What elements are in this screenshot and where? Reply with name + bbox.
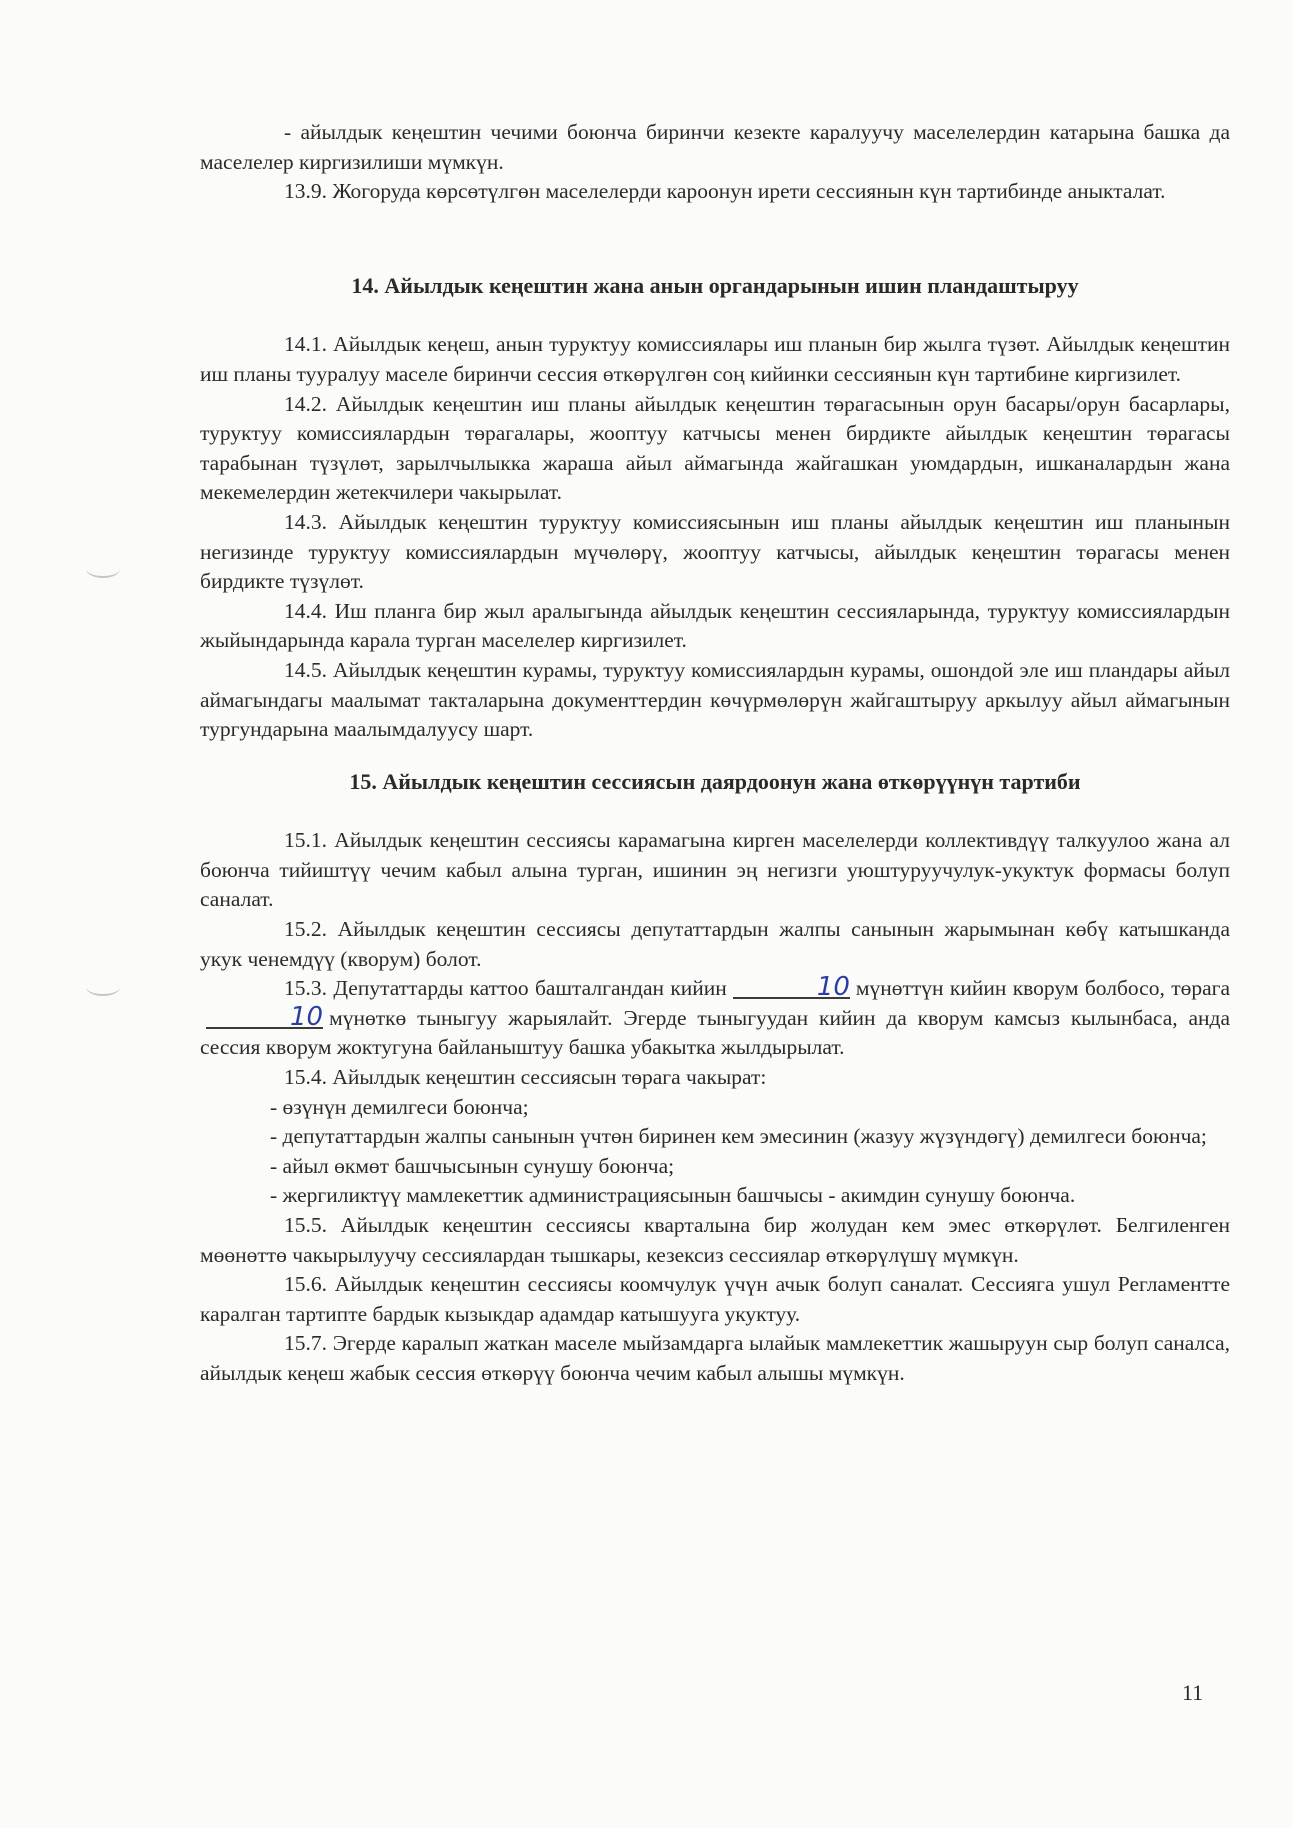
paragraph: 14.1. Айылдык кеңеш, анын туруктуу комиссиялары иш планын бир жылга түзөт. Айылдык кеңештин иш планы тууралуу маселе биринчи сессия өткөрүлгөн соң кийинки сессиянын күн тартибине киргизилет. <box>200 332 1230 386</box>
text-run: мүнөттүн кийин кворум болбосо, төрага <box>855 976 1230 1001</box>
paragraph-quorum <box>200 974 1230 1063</box>
paragraph: 13.9. Жогоруда көрсөтүлгөн маселелерди кароонун ирети сессиянын күн тартибинде аныкталат. <box>284 179 1166 204</box>
section-15-heading: 15. Айылдык кеңештин сессиясын даярдоонун жана өткөрүүнүн тартиби <box>349 768 1081 794</box>
handwritten-minutes-1: 10 <box>733 977 850 999</box>
list-item: - өзүнүн демилгеси боюнча; <box>270 1094 529 1119</box>
paragraph: 14.5. Айылдык кеңештин курамы, туруктуу комиссиялардын курамы, ошондой эле иш пландары айыл аймагындагы маалымат такталарына документтердин көчүрмөлөрүн жайгаштыруу аркылуу айыл аймагынын тургундарына маалымдалуусу шарт. <box>200 657 1230 742</box>
list-item: - жергиликтүү мамлекеттик администрациясынын башчысы - акимдин сунушу боюнча. <box>270 1183 1076 1208</box>
paragraph: 15.1. Айылдык кеңештин сессиясы карамагына кирген маселелерди коллективдүү талкуулоо жана ал боюнча тийиштүү чечим кабыл алына турган, ишинин эң негизги уюштуруучулук-укуктук формасы болуп саналат. <box>200 828 1230 912</box>
paragraph: 15.7. Эгерде каралып жаткан маселе мыйзамдарга ылайык мамлекеттик жашыруун сыр болуп саналса, айылдык кеңеш жабык сессия өткөрүү боюнча чечим кабыл алышы мүмкүн. <box>200 1331 1230 1385</box>
text-run: 15.3. Депутаттарды каттоо башталгандан кийин <box>284 976 727 1001</box>
paragraph: 15.2. Айылдык кеңештин сессиясы депутаттардын жалпы санынын жарымынан көбү катышканда укук ченемдүү (кворум) болот. <box>200 917 1230 971</box>
paragraph: 14.2. Айылдык кеңештин иш планы айылдык кеңештин төрагасынын орун басары/орун басарлары, туруктуу комиссиялардын төрагалары, жооптуу катчысы менен бирдикте айылдык кеңештин төрагасы тарабынан түзүлөт, зарылчылыкка жараша айыл аймагында жайгашкан уюмдардын, ишканалардын жана мекемелердин жетекчилери чакырылат. <box>200 391 1230 505</box>
list-item: - айыл өкмөт башчысынын сунушу боюнча; <box>270 1153 675 1178</box>
paragraph: 14.3. Айылдык кеңештин туруктуу комиссиясынын иш планы айылдык кеңештин иш планынын негизинде туруктуу комиссиялардын мүчөлөрү, жооптуу катчысы, айылдык кеңештин төрагасы менен бирдикте түзүлөт. <box>200 509 1230 594</box>
text-run: мүнөткө тыныгуу жарыялайт. Эгерде тыныгуудан кийин да кворум камсыз кылынбаса, анда сессия кворум жоктугуна байланыштуу башка убакытка жылдырылат. <box>200 1005 1230 1060</box>
paragraph: 15.5. Айылдык кеңештин сессиясы кварталына бир жолудан кем эмес өткөрүлөт. Белгиленген мөөнөттө чакырылуучу сессиялардан тышкары, кезексиз сессиялар өткөрүлүшү мүмкүн. <box>200 1213 1230 1267</box>
paragraph: 14.4. Иш планга бир жыл аралыгында айылдык кеңештин сессияларында, туруктуу комиссиялардын жыйындарында карала турган маселелер киргизилет. <box>200 598 1230 653</box>
handwritten-minutes-2: 10 <box>206 1007 323 1029</box>
paragraph: 15.6. Айылдык кеңештин сессиясы коомчулук үчүн ачык болуп саналат. Сессияга ушул Регламентте каралган тартипте бардык кызыкдар адамдар катышууга укуктуу. <box>200 1272 1230 1326</box>
scan-hole-mark <box>86 978 120 996</box>
section-14-heading: 14. Айылдык кеңештин жана анын органдарынын ишин пландаштыруу <box>351 272 1079 298</box>
document-body <box>200 118 1230 1389</box>
list-item: - депутаттардын жалпы санынын үчтөн биринен кем эмесинин (жазуу жүзүндөгү) демилгеси боюнча; <box>270 1124 1207 1149</box>
page-number: 11 <box>1182 1680 1204 1705</box>
paragraph: 15.4. Айылдык кеңештин сессиясын төрага чакырат: <box>284 1065 767 1090</box>
paragraph: - айылдык кеңештин чечими боюнча биринчи кезекте каралуучу маселелердин катарына башка да маселелер киргизилиши мүмкүн. <box>200 120 1230 174</box>
scan-hole-mark <box>86 560 120 578</box>
